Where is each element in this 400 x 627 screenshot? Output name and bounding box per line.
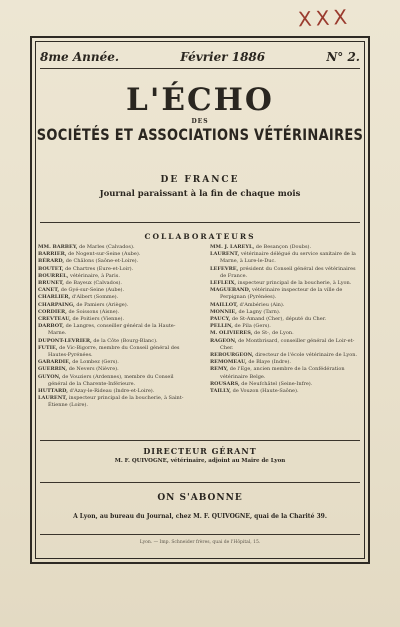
- collaborator-entry: [38, 309, 190, 316]
- collaborator-name: REMY,: [210, 366, 229, 373]
- journal-subtitle: SOCIÉTÉS ET ASSOCIATIONS VÉTÉRINAIRES: [36, 126, 364, 145]
- issue-year: 8me Année.: [40, 50, 120, 64]
- collaborator-detail: de St-, de Lyon.: [254, 330, 294, 337]
- collaborator-entry: [210, 266, 362, 280]
- handwritten-mark: XXX: [297, 4, 352, 32]
- collaborator-name: TAILLY,: [210, 388, 232, 395]
- issue-number: N° 2.: [326, 50, 360, 64]
- collaborator-name: REMOMEAU,: [210, 359, 247, 366]
- collaborator-name: PAUCY,: [210, 316, 231, 323]
- collaborator-entry: [38, 374, 190, 388]
- collaborator-detail: de Pila (Gers).: [234, 323, 271, 330]
- de-france: DE FRANCE: [160, 175, 240, 185]
- collaborator-name: ROUSARS,: [210, 380, 240, 387]
- collaborator-detail: de la Côte (Bourg-Blanc).: [93, 337, 158, 344]
- collaborator-detail: de Soissons (Aisne).: [68, 308, 120, 315]
- collaborator-name: GUERRIN,: [38, 366, 68, 373]
- collaborator-entry: [38, 338, 190, 345]
- collaborator-detail: d'Ambérieu (Ain).: [239, 301, 285, 308]
- collaborator-name: CHARPAING,: [38, 301, 75, 308]
- collaborator-detail: d'Azay-le-Rideau (Indre-et-Loire).: [69, 388, 155, 395]
- collaborator-detail: de Montbrisard, conseiller général de Loir-et-Cher.: [220, 337, 355, 351]
- collaborator-name: GUYON,: [38, 373, 61, 380]
- collaborator-name: FUTIE,: [38, 344, 58, 351]
- collaborator-detail: de l'Ege, ancien membre de la Confédération vétérinaire Belge.: [220, 366, 345, 380]
- collaborator-name: CHARLIER,: [38, 294, 71, 301]
- top-rule: [40, 68, 360, 69]
- collaborator-entry: [210, 381, 362, 388]
- collaborator-entry: [38, 266, 190, 273]
- collaborator-name: LAURENT,: [210, 251, 240, 258]
- collaborator-detail: de Besançon (Doubs).: [255, 244, 312, 250]
- collaborator-detail: d'Albert (Somme).: [71, 294, 119, 301]
- collaborator-detail: vétérinaire délégué du service sanitaire de la Marne, à Lure-le-Duc.: [220, 251, 356, 265]
- collaborator-entry: [38, 258, 190, 265]
- collaborator-detail: inspecteur principal de la boucherie, à Lyon.: [237, 280, 352, 287]
- collaborators-heading: COLLABORATEURS: [144, 232, 256, 241]
- collaborator-detail: de Nevers (Nièvre).: [68, 366, 119, 373]
- collaborator-name: BÉRARD,: [38, 258, 65, 265]
- collaborator-detail: vétérinaire, à Paris.: [70, 272, 120, 279]
- collaborator-name: CREVTEAU,: [38, 316, 71, 323]
- collaborator-name: DUPONT-LEVRIER,: [38, 337, 92, 344]
- collaborator-entry: [210, 338, 362, 352]
- collaborator-name: BOUTET,: [38, 265, 64, 272]
- collaborator-detail: de Pamiers (Ariège).: [76, 301, 129, 308]
- collaborator-name: BOURREL,: [38, 272, 69, 279]
- collaborator-name: LEFLEIX,: [210, 280, 237, 287]
- collaborator-detail: de Blaye (Indre).: [248, 359, 291, 366]
- journal-tagline: Journal paraissant à la fin de chaque mois: [99, 189, 301, 199]
- collaborator-detail: de Vouzon (Haute-Saône).: [232, 388, 299, 395]
- collaborator-detail: de Gyé-sur-Seine (Aube).: [60, 287, 125, 294]
- collaborator-name: BARRIER,: [38, 251, 67, 258]
- collaborator-entry: [210, 302, 362, 309]
- directeur-rule: [40, 440, 360, 441]
- collaborator-name: LAURENT,: [38, 395, 68, 402]
- issue-date: Février 1886: [180, 50, 266, 64]
- title-des: DES: [191, 118, 209, 125]
- collaborator-detail: de Vouziers (Ardennes), membre du Conseil général de la Charente-Inférieure.: [48, 373, 174, 387]
- collaborator-detail: de Neufchâtel (Seine-Infre).: [241, 380, 313, 387]
- collaborator-name: CANET,: [38, 287, 60, 294]
- collaborator-name: REBOURGEON,: [210, 352, 254, 359]
- page-frame: [30, 36, 370, 564]
- collaborators-left-column: [38, 244, 190, 410]
- collaborator-entry: [210, 323, 362, 330]
- collaborator-detail: inspecteur principal de la boucherie, à Saint-Étienne (Loire).: [48, 395, 184, 409]
- collaborator-entry: [210, 388, 362, 395]
- collaborator-detail: de Poitiers (Vienne).: [72, 316, 125, 323]
- collaborator-name: MAILLOT,: [210, 301, 239, 308]
- collaborator-entry: [38, 366, 190, 373]
- collaborators-right-column: [210, 244, 362, 410]
- collaborator-entry: [38, 294, 190, 301]
- subscription-address: A Lyon, au bureau du Journal, chez M. F. QUIVOGNE, quai de la Charité 39.: [73, 513, 327, 520]
- collaborator-detail: de Bayeux (Calvados).: [65, 280, 122, 287]
- collaborator-entry: [38, 345, 190, 359]
- collaborator-name: HUTTARD,: [38, 388, 69, 395]
- collaborators-list: [38, 244, 362, 410]
- collaborator-detail: de Lagny (Tarn).: [238, 308, 281, 315]
- collaborator-entry: [38, 395, 190, 409]
- collaborator-detail: vétérinaire inspecteur de la ville de Perpignan (Pyrénées).: [220, 287, 343, 301]
- issue-line: [40, 50, 360, 64]
- printer-rule: [40, 534, 360, 535]
- directeur-heading: DIRECTEUR GÉRANT: [143, 446, 257, 456]
- collaborator-detail: de Chartres (Eure-et-Loir).: [65, 265, 134, 272]
- collaborator-entry: [38, 323, 190, 337]
- collaborator-name: CORDIER,: [38, 308, 67, 315]
- collaborator-detail: de St-Amand (Cher), député du Cher.: [231, 316, 327, 323]
- collaborator-detail: de Châlons (Saône-et-Loire).: [65, 258, 139, 265]
- collaborator-detail: de Nogent-sur-Seine (Aube).: [68, 251, 141, 258]
- collaborator-name: PELLIN,: [210, 323, 233, 330]
- collaborator-detail: de Lombez (Gers).: [72, 359, 119, 366]
- collaborator-name: MONNIE,: [210, 308, 237, 315]
- collaborator-name: GABARDIE,: [38, 359, 71, 366]
- collaborator-entry: [210, 330, 362, 337]
- collab-rule: [40, 222, 360, 223]
- collaborator-detail: de Langres, conseiller général de la Haute-Marne.: [48, 323, 176, 337]
- collaborator-detail: président du Conseil général des vétérinaires de France.: [220, 265, 356, 279]
- printer-line: Lyon. — Imp. Schneider frères, quai de l'Hôpital, 15.: [139, 540, 261, 545]
- collaborator-name: BRUNET,: [38, 280, 65, 287]
- collaborator-entry: [210, 309, 362, 316]
- collaborator-name: MAGUEBAND,: [210, 287, 251, 294]
- collaborator-name: DARBOT,: [38, 323, 64, 330]
- directeur-name: M. F. QUIVOGNE, vétérinaire, adjoint au Maire de Lyon: [114, 458, 286, 464]
- collaborator-name: MM. J. LAREYL,: [210, 244, 255, 250]
- collaborator-name: M. OLIVIERES,: [210, 330, 253, 337]
- abonne-rule: [40, 482, 360, 483]
- collaborator-detail: de Marles (Calvados).: [79, 244, 135, 250]
- collaborator-entry: [210, 366, 362, 380]
- collaborator-entry: [210, 251, 362, 265]
- collaborator-detail: de Vic-Bigorre, membre du Conseil général des Hautes-Pyrénées.: [48, 344, 180, 359]
- collaborator-name: LEFEVRE,: [210, 265, 239, 272]
- collaborator-entry: [38, 273, 190, 280]
- subscription-heading: ON S'ABONNE: [157, 493, 243, 503]
- collaborator-entry: [210, 287, 362, 301]
- collaborator-name: RAGEON,: [210, 337, 237, 344]
- collaborator-entry: [38, 302, 190, 309]
- collaborator-name: MM. BARBEY,: [38, 244, 78, 250]
- journal-title: L'ÉCHO: [126, 82, 274, 118]
- collaborator-detail: directeur de l'école vétérinaire de Lyon.: [255, 352, 358, 359]
